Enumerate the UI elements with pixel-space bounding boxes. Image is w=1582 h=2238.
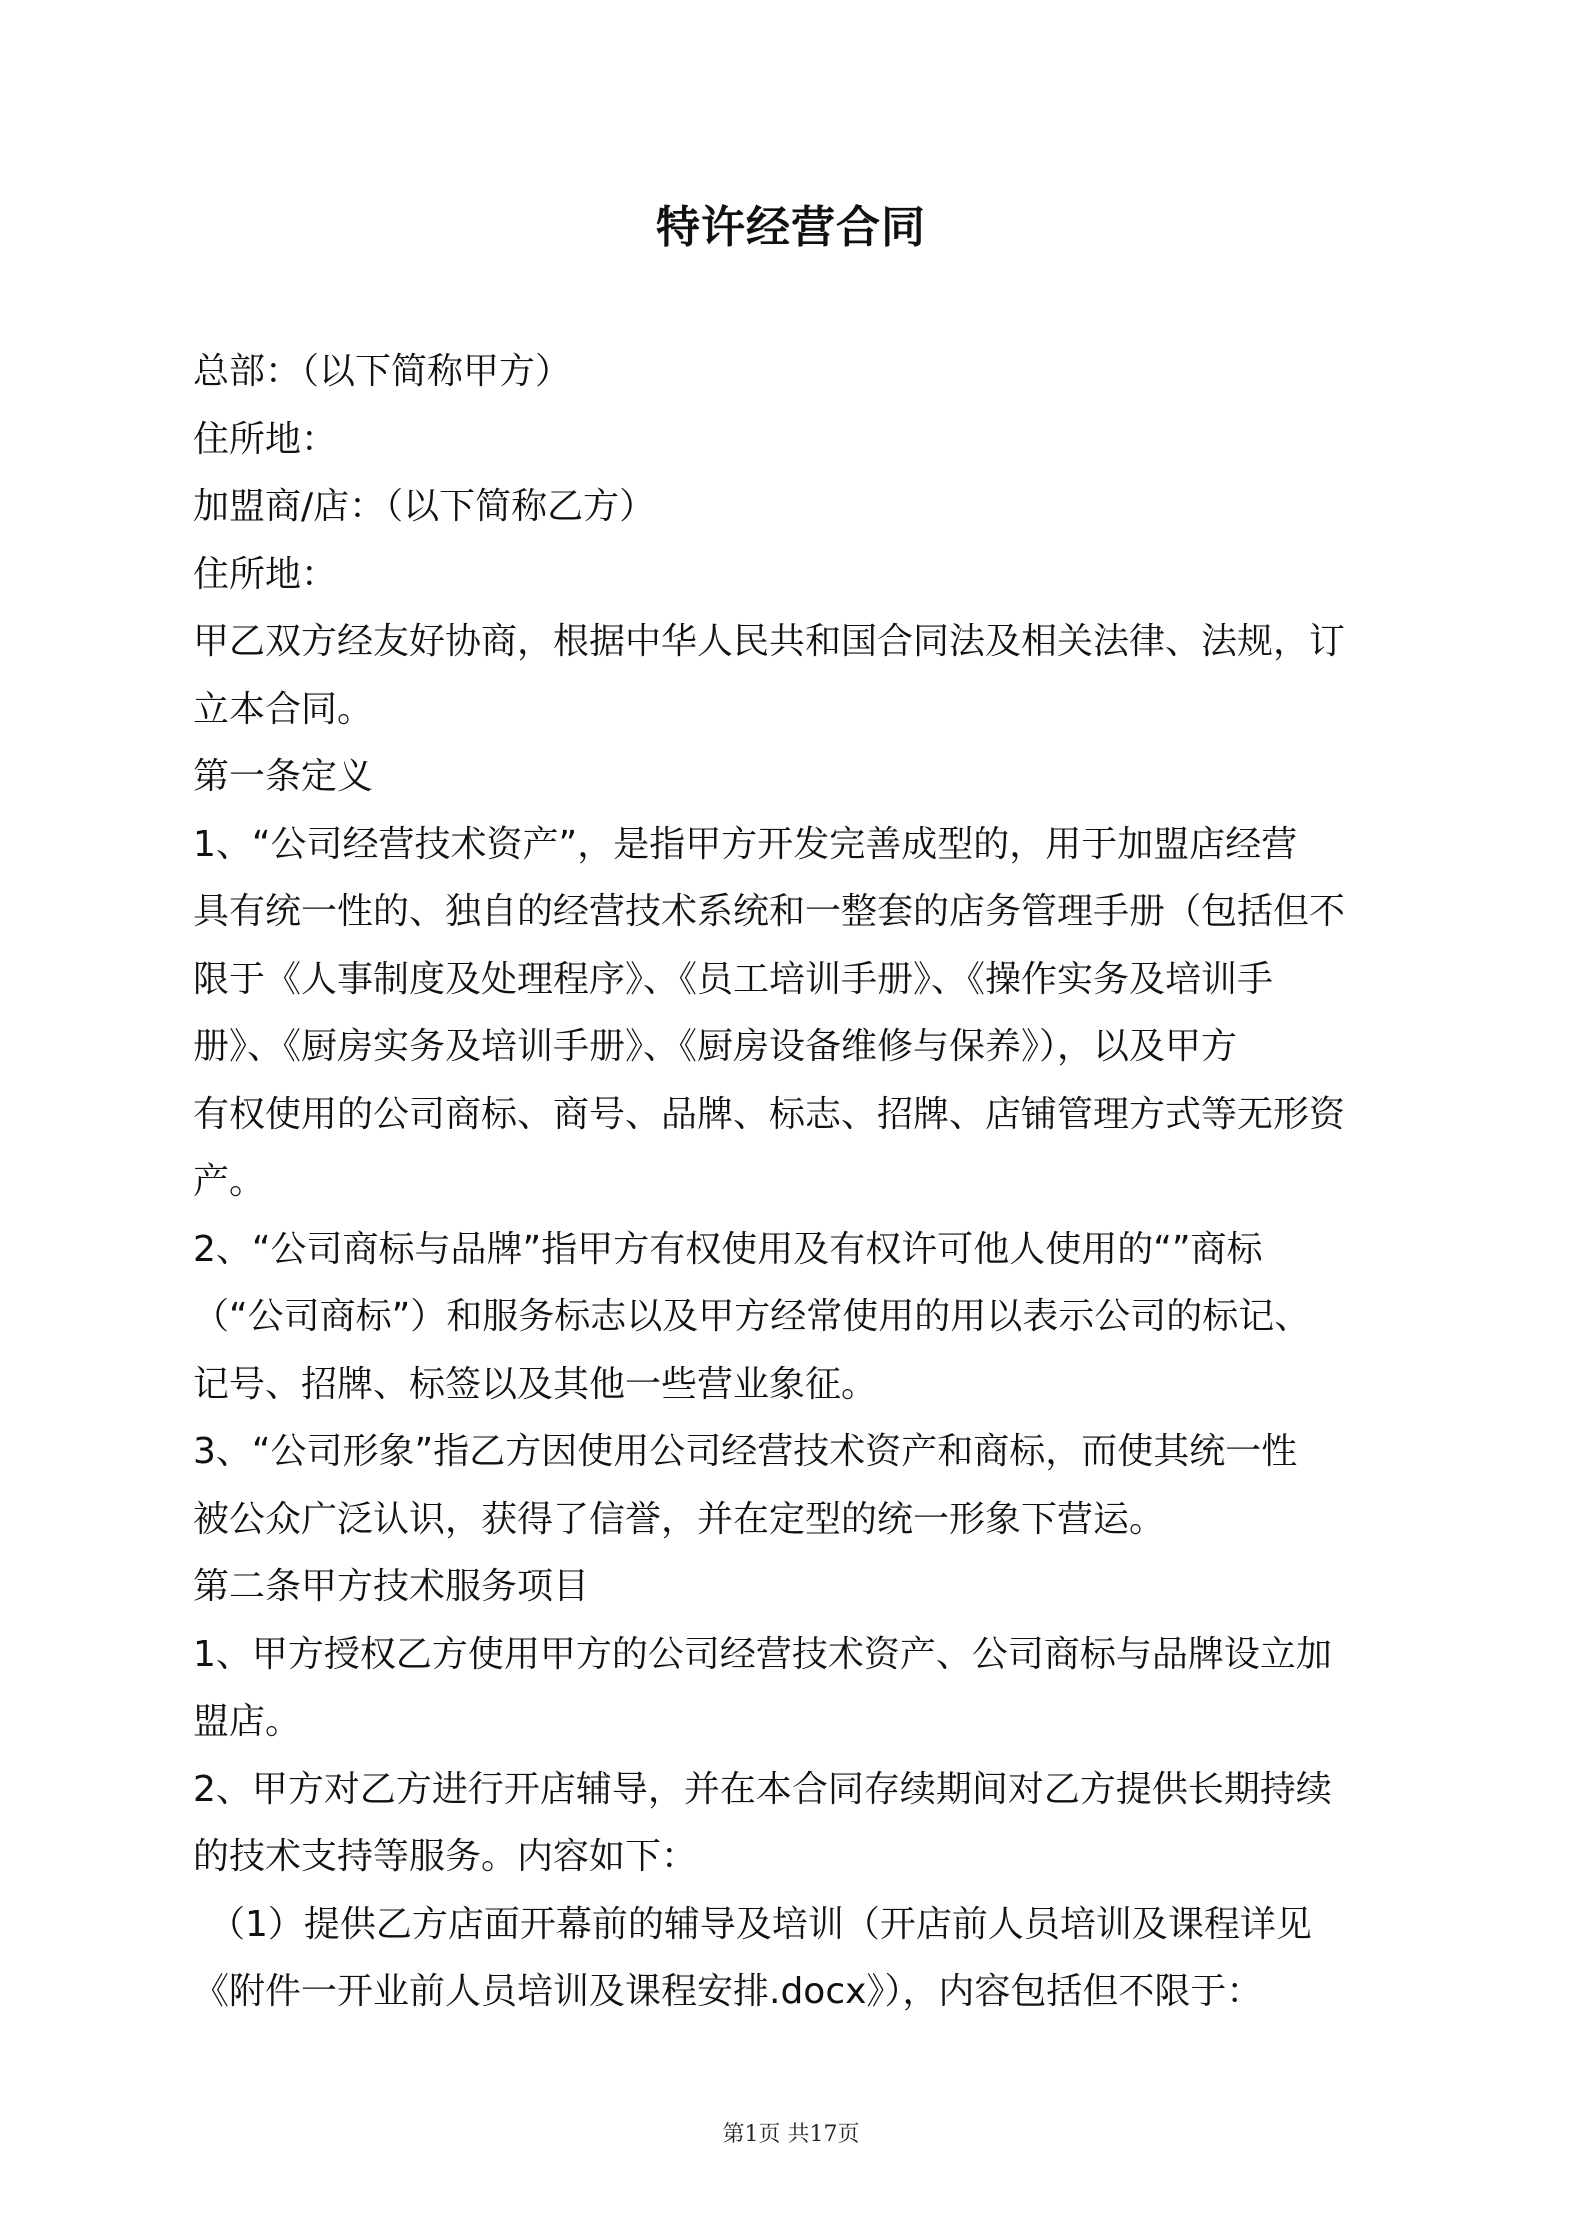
sub-clause-line: （1）提供乙方店面开幕前的辅导及培训（开店前人员培训及课程详见: [209, 1903, 1312, 1945]
clause-line: 2、甲方对乙方进行开店辅导，并在本合同存续期间对乙方提供长期持续: [193, 1768, 1332, 1810]
clause-line: 盟店。: [193, 1701, 302, 1742]
sub-clause-line: 《附件一开业前人员培训及课程安排.docx》），内容包括但不限于：: [193, 1971, 1263, 2012]
article-heading: 第二条甲方技术服务项目: [193, 1566, 590, 1607]
clause-line: 具有统一性的、独自的经营技术系统和一整套的店务管理手册（包括但不: [193, 891, 1346, 932]
preamble-line: 立本合同。: [193, 688, 374, 730]
party-a-address-line: 住所地：: [193, 418, 338, 460]
clause-line: 1、“公司经营技术资产”，是指甲方开发完善成型的，用于加盟店经营: [193, 823, 1298, 865]
clause-line: 2、“公司商标与品牌”指甲方有权使用及有权许可他人使用的“”商标: [193, 1228, 1263, 1270]
clause-line: 有权使用的公司商标、商号、品牌、标志、招牌、店铺管理方式等无形资: [193, 1093, 1346, 1135]
clause-line: 3、“公司形象”指乙方因使用公司经营技术资产和商标，而使其统一性: [193, 1431, 1298, 1472]
page-number-footer: 第1页 共17页: [722, 2122, 860, 2147]
clause-line: 限于《人事制度及处理程序》、《员工培训手册》、《操作实务及培训手: [193, 958, 1274, 1000]
party-a-line: 总部：（以下简称甲方）: [193, 351, 572, 392]
document-title: 特许经营合同: [656, 202, 926, 253]
clause-line: 产。: [193, 1161, 266, 1202]
clause-line: 记号、招牌、标签以及其他一些营业象征。: [193, 1363, 878, 1405]
party-b-address-line: 住所地：: [193, 553, 338, 595]
clause-line: （“公司商标”）和服务标志以及甲方经常使用的用以表示公司的标记、: [193, 1296, 1311, 1337]
party-b-line: 加盟商/店：（以下简称乙方）: [193, 486, 656, 527]
clause-line: 册》、《厨房实务及培训手册》、《厨房设备维修与保养》），以及甲方: [193, 1026, 1238, 1067]
preamble-line: 甲乙双方经友好协商，根据中华人民共和国合同法及相关法律、法规，订: [193, 621, 1346, 662]
clause-line: 1、甲方授权乙方使用甲方的公司经营技术资产、公司商标与品牌设立加: [193, 1633, 1332, 1675]
clause-line: 的技术支持等服务。内容如下：: [193, 1836, 698, 1877]
article-heading: 第一条定义: [193, 756, 374, 797]
document-body: [193, 338, 1401, 2026]
clause-line: 被公众广泛认识，获得了信誉，并在定型的统一形象下营运。: [193, 1498, 1166, 1540]
